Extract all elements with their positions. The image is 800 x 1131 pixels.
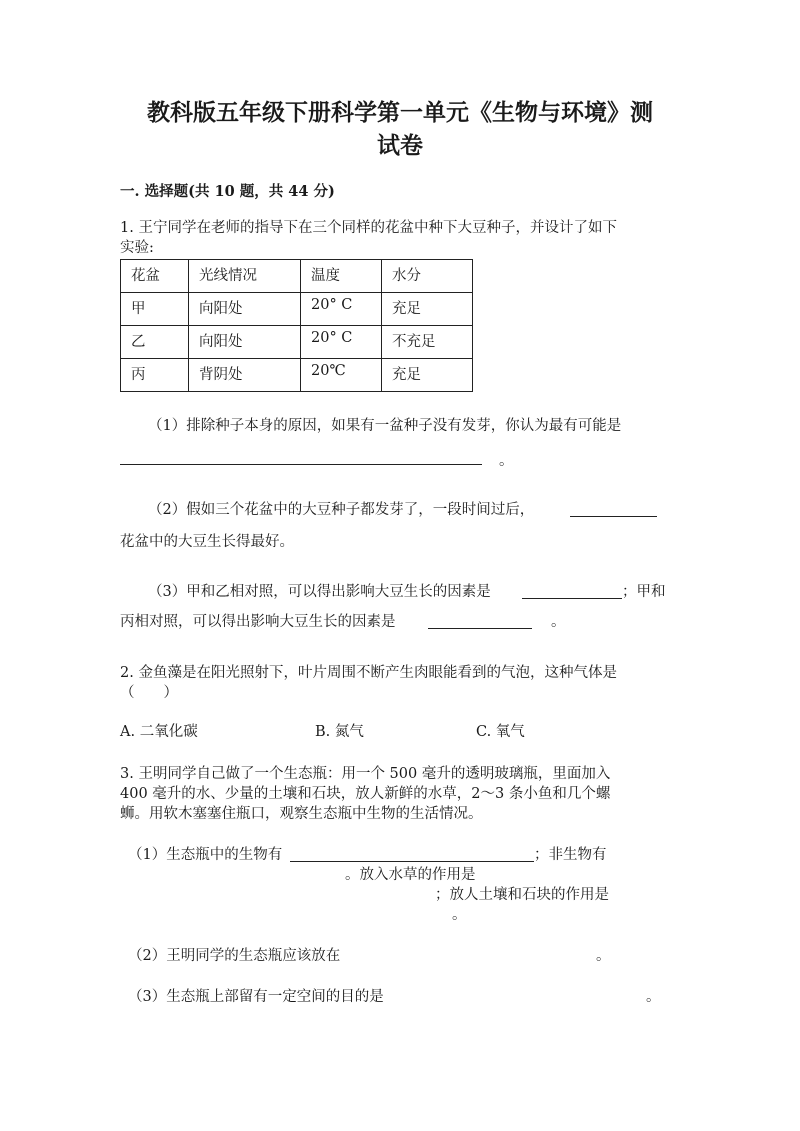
q1-stem-line2: 实验: (120, 240, 154, 256)
q3-sub1-nonliving: ；非生物有 (534, 847, 607, 863)
table-cell: 不充足 (382, 326, 473, 359)
table-cell: 乙 (121, 326, 189, 359)
table-row (121, 359, 473, 392)
table-cell: 向阳处 (189, 293, 301, 326)
experiment-table (120, 259, 473, 392)
table-header-cell: 温度 (301, 260, 382, 293)
q3-sub1-blank-living[interactable] (290, 861, 534, 862)
page-title-line1: 教科版五年级下册科学第一单元《生物与环境》测 (147, 99, 653, 126)
q3-sub3-end: 。 (646, 989, 661, 1005)
q3-sub1-soil-role: ；放人土壤和石块的作用是 (435, 887, 609, 903)
table-row (121, 326, 473, 359)
q3-stem-line3: 蛳。用软木塞塞住瓶口，观察生态瓶中生物的生活情况。 (120, 806, 483, 822)
table-cell: 20° C (301, 293, 382, 326)
q1-sub1-end: 。 (499, 453, 514, 469)
q2-option-c[interactable]: C. 氧气 (476, 724, 525, 740)
table-row (121, 293, 473, 326)
q2-stem: 2. 金鱼藻是在阳光照射下，叶片周围不断产生肉眼能看到的气泡，这种气体是 (120, 665, 617, 681)
q1-sub3-text2: ；甲和 (622, 584, 666, 600)
q2-answer-paren: （ ） (120, 685, 178, 701)
q3-sub3-text: （3）生态瓶上部留有一定空间的目的是 (128, 989, 384, 1005)
q1-sub2-text: （2）假如三个花盆中的大豆种子都发芽了，一段时间过后， (148, 502, 535, 518)
q1-sub3-line2: 丙相对照，可以得出影响大豆生长的因素是 (120, 614, 396, 630)
table-header-row (121, 260, 473, 293)
q1-stem-line1: 1. 王宁同学在老师的指导下在三个同样的花盆中种下大豆种子，并设计了如下 (120, 220, 617, 236)
page-title-line2: 试卷 (377, 132, 423, 159)
q3-sub2-text: （2）王明同学的生态瓶应该放在 (128, 948, 341, 964)
table-header-cell: 花盆 (121, 260, 189, 293)
q1-sub1-blank[interactable] (120, 464, 482, 465)
table-cell: 丙 (121, 359, 189, 392)
q1-sub3-blank2[interactable] (428, 628, 532, 629)
table-header-cell: 水分 (382, 260, 473, 293)
table-cell: 充足 (382, 293, 473, 326)
q1-sub2-line2: 花盆中的大豆生长得最好。 (120, 534, 294, 550)
q2-option-b[interactable]: B. 氮气 (315, 724, 364, 740)
q2-option-a[interactable]: A. 二氧化碳 (120, 724, 198, 740)
table-cell: 向阳处 (189, 326, 301, 359)
q1-sub1-text: （1）排除种子本身的原因，如果有一盆种子没有发芽，你认为最有可能是 (148, 418, 622, 434)
table-header-cell: 光线情况 (189, 260, 301, 293)
q1-sub3-text: （3）甲和乙相对照，可以得出影响大豆生长的因素是 (148, 584, 491, 600)
q1-sub3-blank1[interactable] (522, 598, 622, 599)
q3-sub1-end: 。 (452, 907, 467, 923)
section-heading: 一. 选择题(共 10 题，共 44 分) (120, 183, 335, 200)
table-cell: 背阴处 (189, 359, 301, 392)
table-cell: 20° C (301, 326, 382, 359)
table-cell: 20℃ (301, 359, 382, 392)
table-cell: 甲 (121, 293, 189, 326)
q3-sub2-end: 。 (596, 948, 611, 964)
q1-sub3-end: 。 (551, 614, 566, 630)
q3-sub1-text: （1）生态瓶中的生物有 (128, 847, 283, 863)
q3-stem-line2: 400 毫升的水、少量的土壤和石块，放人新鲜的水草，2～3 条小鱼和几个螺 (120, 786, 611, 802)
table-cell: 充足 (382, 359, 473, 392)
q3-stem-line1: 3. 王明同学自己做了一个生态瓶：用一个 500 毫升的透明玻璃瓶，里面加入 (120, 766, 611, 782)
q1-sub2-blank[interactable] (570, 516, 657, 517)
q3-sub1-plant-role: 。放入水草的作用是 (345, 867, 476, 883)
